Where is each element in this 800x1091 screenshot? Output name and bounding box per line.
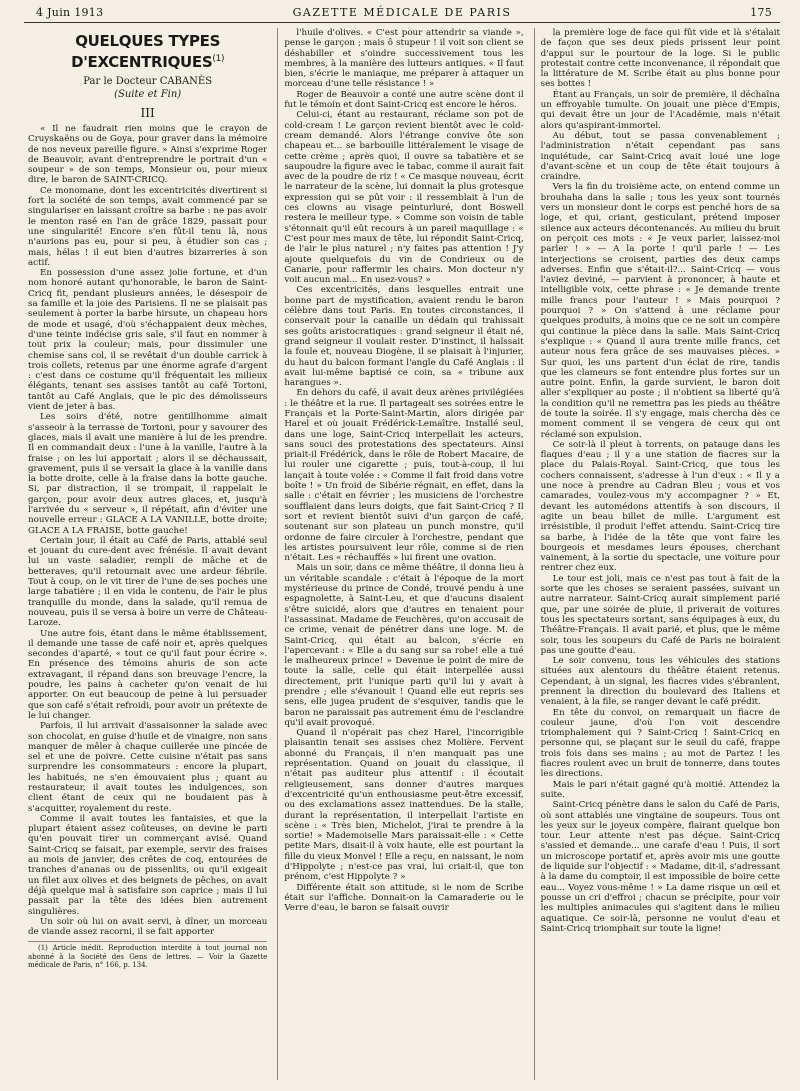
paragraph: Ces excentricités, dans lesquelles entrait une bonne part de mystification, avaient rendu le baron célèbre dans tout Paris. En toutes circonstances, il conservait pour la canaille un dédain qui trahissait ses goûts aristocratiques : grand seigneur il était né, grand seigneur il voulait rester. D'instinct, il haïssait la foule et, nouveau Diogène, il se plaisait à l'injurier, du haut du balcon formant l'angle du Café Anglais : il avait lui-même baptisé ce coin, sa « tribune aux harangues ». [284,285,524,389]
title-footnote-mark[interactable]: (1) [212,54,225,64]
paragraph: Le tour est joli, mais ce n'est pas tout à fait de la sorte que les choses se seraient passées, suivant un autre narrateur. Saint-Cricq aurait simplement parié que, par une soirée de pluie, il priverait de voitures tous les spectateurs sortant, sans équipages à eux, du Théâtre-Français. Il avait parié, et plus, que le même soir, tous les soupeurs du Café de Paris ne boiraient pas une goutte d'eau. [540,573,780,656]
article-subtitle: (Suite et Fin) [114,89,182,100]
paragraph: Au début, tout se passa convenablement ; l'administration n'était cependant pas sans inquiétude, car Saint-Cricq avait loué une loge d'avant-scène et un coup de tête était toujours à craindre. [540,130,780,183]
paragraph: Quand il n'opérait pas chez Harel, l'incorrigible plaisantin tenait ses assises chez Molière. Fervent abonné du Français, il n'en manquait pas une représentation. Quand on jouait du classique, il n'était pas auditeur plus attentif : il écoutait religieusement, sans donner d'autres marques d'excentricité qu'un enthousiasme peut-être excessif, ou des exclamations assez inattendues. De la stalle, durant la représentation, il interpellait l'artiste en scène : « Très bien, Michelot, j'irai te prendre à la sortie! » Mademoiselle Mars paraissait-elle : « Cette petite Mars, disait-il à voix haute, elle est pourtant la fille du vieux Monvel ! Elle a reçu, en naissant, le nom d'Hippolyte ; n'est-ce pas vrai, lui criait-il, que ton prénom, c'est Hippolyte ? » [284,728,524,883]
paragraph: Ce soir-là il pleut à torrents, on patauge dans les flaques d'eau ; il y a une station de fiacres sur la place du Palais-Royal. Saint-Cricq, que tous les cochers connaissent, s'adresse à l'un d'eux : « Il y a une noce à prendre au Cadran Bleu ; vous et vos camarades, voulez-vous m'y accompagner ? » Et, devant les automédons attentifs à son discours, il agite un beau billet de mille. L'argument est irrésistible, il produit l'effet attendu. Saint-Cricq tire sa barbe, à l'idée de la tête que vont faire les bourgeois et mesdames leurs épouses, cherchant vainement, à la sortie du spectacle, une voiture pour rentrer chez eux. [540,439,780,574]
column-2-body [284,28,523,914]
page-header [24,6,780,23]
paragraph: Parfois, il lui arrivait d'assaisonner la salade avec son chocolat, en guise d'huile et de vinaigre, non sans manquer de mêler à chaque cuillerée une pincée de sel et une de poivre. Cette cuisine n'était pas sans surprendre les consommateurs : encore la plupart, les habitués, ne s'en émouvaient plus ; quant au restaurateur, il avait toutes les indulgences, son client étant de ceux qui ne boudaient pas à s'acquitter, royalement du reste. [28,721,268,814]
paragraph: Certain jour, il était au Café de Paris, attablé seul et jouant du cure-dent avec frénésie. Il avait devant lui un vaste saladier, rempli de mâche et de betteraves, qu'il retournait avec une ardeur fébrile. Tout à coup, on le vit tirer de l'une de ses poches une large tabatière ; il en vida le contenu, de l'air le plus tranquille du monde, dans la salade, qu'il remua de nouveau, puis il se versa à boire un verre de Château-Laroze. [28,535,268,629]
paragraph: Mais le pari n'était gagné qu'à moitié. Attendez la suite. [540,779,780,800]
article-columns [28,28,780,1080]
column-2 [277,28,523,1080]
paragraph: Celui-ci, étant au restaurant, réclame son pot de cold-cream ! Le garçon revient bientôt avec le cold-cream demandé. Alors l'étrange convive ôte son chapeau et... se barbouille littéralement le visage de cette crème ; après quoi, il ouvre sa tabatière et se saupoudre la figure avec le tabac, comme il aurait fait avec de la poudre de riz ! « Ce masque nouveau, écrit le narrateur de la scène, lui donnait la plus grotesque expression qui se pût voir : il ressemblait à l'un de ces clowns au visage peinturluré, dont Boswell restera le meilleur type. » Comme son voisin de table s'étonnait qu'il eût recours à un pareil maquillage : « C'est pour mes maux de tête, lui répondit Saint-Cricq, de l'air le plus naturel ; n'y faites pas attention ! J'y ajoute quelquefois du vin de Condrieux ou de Canarie, pour raffermir les chairs. Mon docteur n'y voit aucun mal... En usez-vous? » [284,110,524,286]
footnote: (1) Article inédit. Reproduction interdite à tout journal non abonné à la Société des Gens de lettres. — Voir la Gazette médicale de Paris, n° 166, p. 134. [28,941,267,970]
paragraph: Saint-Cricq pénètre dans le salon du Café de Paris, où sont attablés une vingtaine de soupeurs. Tous ont les yeux sur le joyeux compère, flairant quelque bon tour. Leur attente n'est pas déçue. Saint-Cricq s'assied et demande... une carafe d'eau ! Puis, il sort un microscope portatif et, après avoir mis une goutte de liquide sur l'objectif : « Madame, dit-il, s'adressant à la dame du comptoir, il est impossible de boire cette eau... Voyez vous-même ! » La dame risque un œil et pousse un cri d'effroi ; chacun se précipite, pour voir les multiples animacules qui s'agitent dans le milieu aquatique. Ce soir-là, personne ne voulut d'eau et Saint-Cricq triomphait sur toute la ligne! [540,800,780,934]
paragraph: Différente était son attitude, si le nom de Scribe était sur l'affiche. Donnait-on la Camaraderie ou le Verre d'eau, le baron se faisait ouvrir [284,882,524,914]
paragraph: Mais un soir, dans ce même théâtre, il donna lieu à un véritable scandale : c'était à l'époque de la mort mystérieuse du prince de Condé, trouvé pendu à une espagnolette, à Saint-Leu, et que d'aucuns disaient s'être suicidé, alors que d'autres en tenaient pour l'assassinat. Madame de Feuchères, qu'on accusait de ce crime, venait de pénétrer dans une loge. M. de Saint-Cricq, qui était au balcon, s'écrie en l'apercevant : « Elle a du sang sur sa robe! elle a tué le malheureux prince! » Devenue le point de mire de toute la salle, celle qui était interpellée aussi directement, prit l'unique parti qu'il lui y avait à prendre ; elle s'évanouit ! Quand elle eut repris ses sens, elle jugea prudent de s'esquiver, tandis que le baron ne paraissait pas autrement ému de l'esclandre qu'il avait provoqué. [284,563,524,728]
page-number: 175 [750,6,772,19]
paragraph: « Il ne faudrait rien moins que le crayon de Cruyskaëns ou de Goya, pour graver dans la mémoire de nos neveux pareille figure. » Ainsi s'exprime Roger de Beauvoir, avant d'entreprendre le portrait d'un « soupeur » de son temps, Monsieur ou, pour mieux dire, le baron de SAINT-CRICQ. [28,124,268,186]
paragraph: Étant au Français, un soir de première, il déchaîna un effroyable tumulte. On jouait une pièce d'Empis, qui devait être un jour de l'Académie, mais n'était alors qu'aspirant-immortel. [540,89,780,131]
paragraph: Vers la fin du troisième acte, on entend comme un brouhaha dans la salle ; tous les yeux sont tournés vers un monsieur dont le corps est penché hors de sa loge, et qui, criant, gesticulant, prétend imposer silence aux acteurs décontenancés. Au milieu du bruit on perçoit ces mots : « Je veux parler, laissez-moi parler ! » — A la porte ! qu'il parle ! — Les interjections se croisent, parties des deux camps adverses. Enfin que s'était-il?... Saint-Cricq — vous l'aviez deviné, — parvient à prononcer, à haute et intelligible voix, cette phrase : « Je demande trente mille francs pour l'auteur ! » Mais pourquoi ? pourquoi ? » On s'attend à une réclame pour quelques produits, à moins que ce ne soit un compère qui continue la pièce dans la salle. Mais Saint-Cricq s'explique : « Quand il aura trente mille francs, cet auteur nous fera grâce de ses mauvaises pièces. » Sur quoi, les uns partent d'un éclat de rire, tandis que les clameurs se font entendre plus fortes sur un autre point. Enfin, la garde survient, le baron doit aller s'expliquer au poste ; il n'obtient sa liberté qu'à la condition qu'il ne remettra pas les pieds au théâtre de toute la soirée. Il s'y engage, mais chercha dès ce moment comment il se vengera de ceux qui ont réclamé son expulsion. [540,182,780,440]
paragraph: Les soirs d'été, notre gentillhomme aimait s'asseoir à la terrasse de Tortoni, pour y savourer des glaces, mais il avait une manière à lui de les prendre. Il en commandait deux : l'une à la vanille, l'autre à la fraise ; on les lui apportait ; alors il se déchaussait, gravement, puis il se versait la glace à la vanille dans la botte droite, celle à la fraise dans la botte gauche. Si, par distraction, il se trompait, il rappelait le garçon, pour avoir deux autres glaces, et, jusqu'à l'arrivée du « serveur », il répétait, afin d'éviter une nouvelle erreur : GLACE A LA VANILLE, botte droite; GLACE A LA FRAISE, botte gauche! [28,412,268,536]
column-1 [28,28,267,1080]
column-1-body [28,124,267,937]
paragraph: l'huile d'olives. « C'est pour attendrir sa viande », pense le garçon ; mais ô stupeur ! il voit son client se déshabiller et s'oindre successivement tous les membres, à la manière des lutteurs antiques. « Il faut bien, s'écrie le maniaque, me préparer à attaquer un morceau d'une telle résistance ! » [284,28,524,90]
paragraph: Le soir convenu, tous les véhicules des stations situées aux alentours du théâtre étaient retenus. Cependant, à un signal, les fiacres vides s'ébranlent, prennent la direction du boulevard des Italiens et venaient, à la file, se ranger devant le café prédit. [540,656,780,708]
paragraph: la première loge de face qui fût vide et là s'étalait de façon que ses deux pieds prissent leur point d'appui sur le pourtour de la loge. Si le public protestait contre cette inconvenance, il répondait que la littérature de M. Scribe était au plus bonne pour ses bottes ! [540,28,780,90]
issue-date: 4 Juin 1913 [36,6,104,19]
paragraph: Comme il avait toutes les fantaisies, et que la plupart étaient assez coûteuses, on devine le parti qu'en pouvait tirer un commerçant avisé. Quand Saint-Cricq se faisait, par exemple, servir des fraises au mois de janvier, des crêtes de coq, entourées de tranches d'ananas ou de pissenlits, ou qu'il exigeait un filet aux olives et des beignets de pêches, on avait déjà quelque mal à satisfaire son caprice ; mais il lui passait par la tête des idées bien autrement singulières. [28,813,268,917]
paragraph: En possession d'une assez jolie fortune, et d'un nom honoré autant qu'honorable, le baron de Saint-Cricq fit, pendant plusieurs années, le désespoir de sa famille et la joie des Parisiens. Il ne se plaisait pas seulement à porter la barbe hirsute, un chapeau hors de mode et usagé, d'où s'échappaient deux mèches, d'une teinte indécise gris sale, s'il faut en nommer à tout prix la couleur; mais, pour dissimuler une chemise sans col, il se revêtait d'un double carrick à trois collets, retenus par une énorme agrafe d'argent : c'est dans ce costume qu'il fréquentait les milieux élégants, tenant ses assises tantôt au café Tortoni, tantôt au Café Anglais, que le pic des démolisseurs vient de jeter à bas. [28,268,268,413]
column-3-body [541,28,780,934]
paragraph: Un soir où lui on avait servi, à dîner, un morceau de viande assez racorni, il se fait apporter [28,916,268,938]
journal-title: GAZETTE MÉDICALE DE PARIS [292,6,512,19]
paragraph: Une autre fois, étant dans le même établissement, il demande une tasse de café noir et, après quelques secondes d'aparté, « tout ce qu'il faut pour écrire ». En présence des témoins ahuris de son acte extravagant, il répand dans son breuvage l'encre, la poudre, les pains à cacheter qu'on venait de lui apporter. On eut beaucoup de peine à lui persuader que son café s'était refroidi, pour avoir un prétexte de le lui changer. [28,628,268,721]
article-title-text: QUELQUES TYPES D'EXCENTRIQUES [71,32,221,71]
paragraph: Roger de Beauvoir a conté une autre scène dont il fut le témoin et dont Saint-Cricq est encore le héros. [284,89,524,111]
article-title [28,32,267,71]
section-heading: III [140,106,155,120]
column-3 [534,28,780,1080]
paragraph: Ce monomane, dont les excentricités divertirent si fort la société de son temps, avait commencé par se singulariser en laissant croître sa barbe : ne pas avoir le menton rasé en l'an de grâce 1829, passait pour une singularité! Encore s'en fût-il tenu là, nous n'aurions pas eu, pour si peu, à étudier son cas ; mais, hélas ! il eut bien d'autres bizarreries à son actif. [28,185,268,268]
article-byline: Par le Docteur CABANÈS [83,76,213,87]
paragraph: En tête du convoi, on remarquait un fiacre de couleur jaune, d'où l'on voit descendre triomphalement qui ? Saint-Cricq ! Saint-Cricq en personne qui, se plaçant sur le seuil du café, frappe trois fois dans ses mains ; au mot de Partez ! les fiacres roulent avec un bruit de tonnerre, dans toutes les directions. [540,707,780,780]
paragraph: En dehors du café, il avait deux arènes privilégiées : le théâtre et la rue. Il partageait ses soirées entre le Français et la Porte-Saint-Martin, alors dirigée par Harel et où jouait Frédérick-Lemaître. Installé seul, dans une loge, Saint-Cricq interpellait les acteurs, sans souci des protestations des spectateurs. Ainsi priait-il Frédérick, dans le rôle de Robert Macaire, de lui rouler une cigarette ; puis, tout-à-coup, il lui lançait à toute volée : « Comme il fait froid dans votre boîte ! » Un froid de Sibérie régnait, en effet, dans la salle : c'était en février ; les musiciens de l'orchestre soufflaient dans leurs doigts, que fait Saint-Cricq ? Il sort et revient bientôt suivi d'un garçon de café, soutenant sur son plateau un punch monstre, qu'il ordonne de faire circuler à l'orchestre, pendant que les artistes poursuivent leur rôle, comme si de rien n'était. Les « réchauffés » lui firent une ovation. [284,388,524,564]
